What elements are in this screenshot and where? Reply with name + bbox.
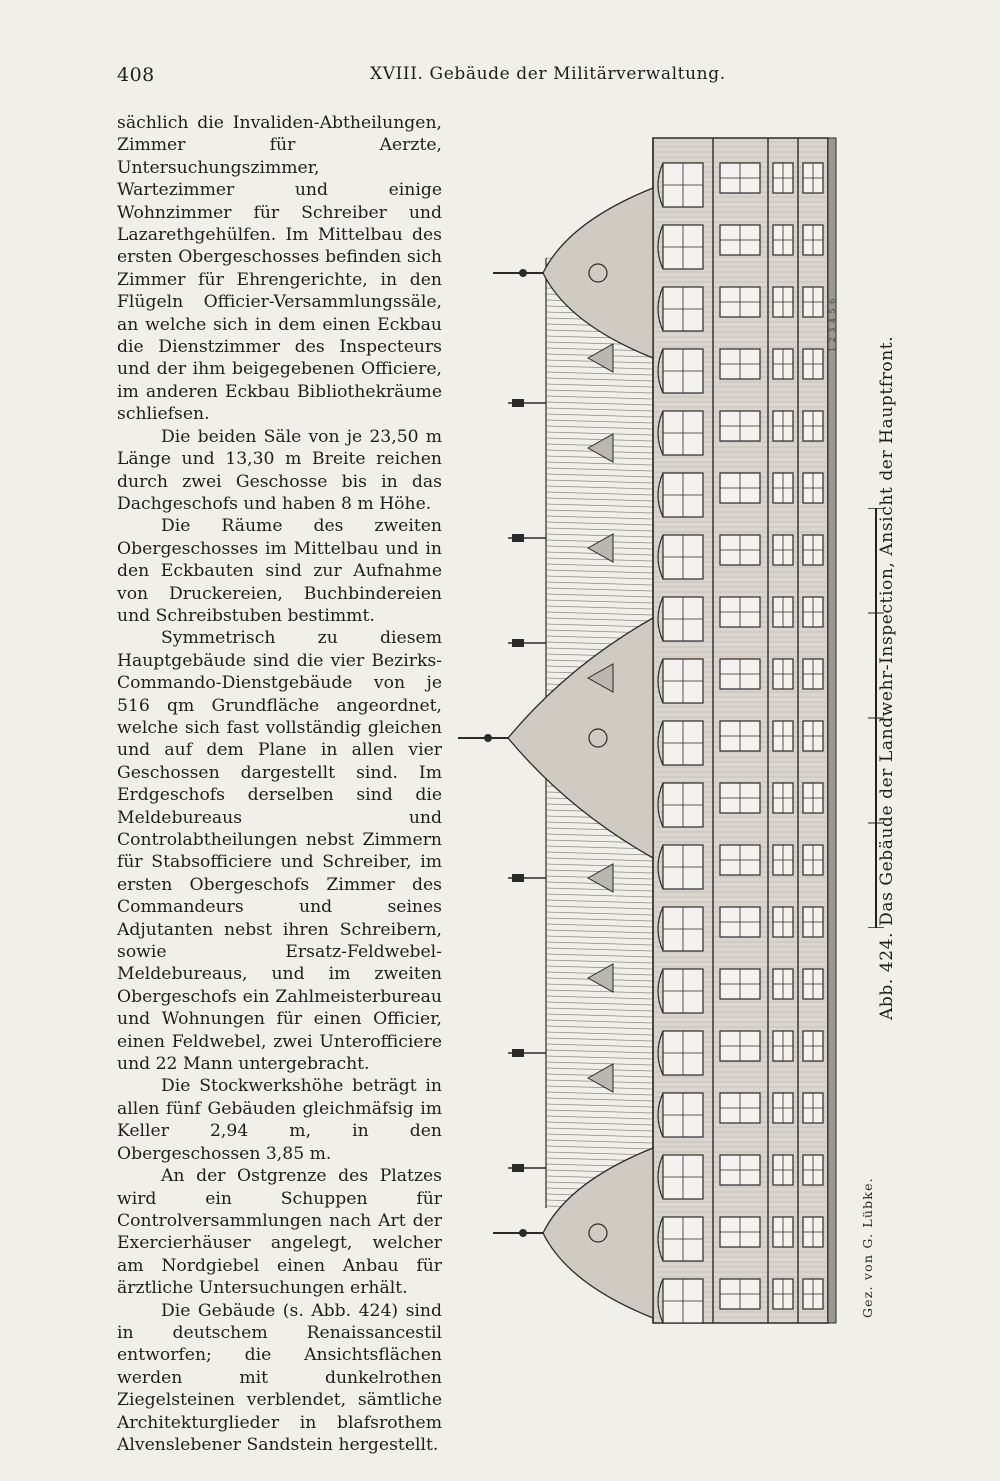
- roof-hatch-line: [546, 894, 653, 897]
- roof-hatch-line: [546, 1008, 653, 1011]
- paragraph-7: Die Gebäude (s. Abb. 424) sind in deutschem Renaissancestil entworfen; die Ansichtsflächen werden mit dunkelrothen Ziegelsteinen verblendet, sämtliche Architekturglieder in blafsrothem Alvenslebener Sandstein hergestellt.: [117, 1300, 442, 1455]
- roof-hatch-line: [546, 888, 653, 891]
- roof-hatch-line: [546, 924, 653, 927]
- roof-hatch-line: [546, 462, 653, 465]
- roof-hatch-line: [546, 372, 653, 375]
- roof-hatch-line: [546, 402, 653, 405]
- roof-hatch-line: [546, 900, 653, 903]
- roof-hatch-line: [546, 1068, 653, 1071]
- roof-hatch-line: [546, 918, 653, 921]
- roof-hatch-line: [546, 588, 653, 591]
- roof-hatch-line: [546, 480, 653, 483]
- gable-finial-knob: [519, 269, 527, 277]
- running-head: XVIII. Gebäude der Militärverwaltung.: [370, 64, 726, 84]
- roof-hatch-line: [546, 474, 653, 477]
- roof-hatch-line: [546, 1146, 653, 1149]
- roof-hatch-line: [546, 456, 653, 459]
- roof-hatch-line: [546, 504, 653, 507]
- roof-hatch-line: [546, 1134, 653, 1137]
- roof-hatch-line: [546, 1020, 653, 1023]
- figure-credit: Gez. von G. Lübke.: [860, 1177, 875, 1318]
- roof-hatch-line: [546, 498, 653, 501]
- roof-hatch-line: [546, 1032, 653, 1035]
- building-elevation-drawing: [448, 118, 843, 1328]
- roof-finial-cap: [512, 399, 524, 407]
- roof-hatch-line: [546, 1116, 653, 1119]
- roof-finial-cap: [512, 874, 524, 882]
- roof-hatch-line: [546, 624, 653, 627]
- roof-hatch-line: [546, 516, 653, 519]
- roof-hatch-line: [546, 864, 653, 867]
- roof-hatch-line: [546, 1086, 653, 1089]
- roof-hatch-line: [546, 408, 653, 411]
- roof-hatch-line: [546, 1062, 653, 1065]
- page-number: 408: [117, 64, 155, 86]
- roof-hatch-line: [546, 558, 653, 561]
- roof-finial-cap: [512, 639, 524, 647]
- roof-hatch-line: [546, 414, 653, 417]
- roof-hatch-line: [546, 486, 653, 489]
- gable: [508, 618, 653, 858]
- roof-hatch-line: [546, 438, 653, 441]
- roof-hatch-line: [546, 1122, 653, 1125]
- roof-hatch-line: [546, 594, 653, 597]
- scale-mark: 1 2 3 4 5 6: [828, 297, 837, 352]
- roof-hatch-line: [546, 618, 653, 621]
- paragraph-5: Die Stockwerkshöhe beträgt in allen fünf Gebäuden gleichmäfsig im Keller 2,94 m, in den Obergeschossen 3,85 m.: [117, 1076, 442, 1164]
- paragraph-4: Symmetrisch zu diesem Hauptgebäude sind die vier Bezirks-Commando-Dienstgebäude von je 516 qm Grundfläche angeordnet, welche sich fast vollständig gleichen und auf dem Plane in allen vier Geschossen dargestellt sind. Im Erdgeschofs derselben sind die Meldebureaus und Controlabtheilungen nebst Zimmern für Stabsofficiere und Schreiber, im ersten Obergeschofs Zimmer des Commandeurs und seines Adjutanten nebst ihren Schreibern, sowie Ersatz-Feldwebel-Meldebureaus, und im zweiten Obergeschofs ein Zahlmeisterbureau und Wohnungen für einen Officier, einen Feldwebel, zwei Unterofficiere und 22 Mann untergebracht.: [117, 628, 442, 1075]
- roof-hatch-line: [546, 378, 653, 381]
- roof-hatch-line: [546, 534, 653, 537]
- roof-hatch-line: [546, 912, 653, 915]
- roof-hatch-line: [546, 930, 653, 933]
- roof-hatch-line: [546, 576, 653, 579]
- roof-hatch-line: [546, 1002, 653, 1005]
- roof-hatch-line: [546, 990, 653, 993]
- figure-caption: Abb. 424. Das Gebäude der Landwehr-Inspection, Ansicht der Hauptfront.: [877, 335, 897, 1020]
- roof-finial-cap: [512, 534, 524, 542]
- roof-hatch-line: [546, 1056, 653, 1059]
- roof-hatch-line: [546, 858, 653, 861]
- roof-hatch-line: [546, 1050, 653, 1053]
- roof-hatch-line: [546, 510, 653, 513]
- building-elevation-figure: [448, 118, 843, 1328]
- paragraph-2: Die beiden Säle von je 23,50 m Länge und 13,30 m Breite reichen durch zwei Geschosse bis in das Dachgeschofs und haben 8 m Höhe.: [117, 426, 442, 514]
- roof-finial-cap: [512, 1049, 524, 1057]
- roof-hatch-line: [546, 1038, 653, 1041]
- roof-hatch-line: [546, 948, 653, 951]
- gable-finial-knob: [484, 734, 492, 742]
- body-text: [117, 112, 442, 1456]
- roof-hatch-line: [546, 1110, 653, 1113]
- roof-hatch-line: [546, 570, 653, 573]
- roof-hatch-line: [546, 426, 653, 429]
- roof-hatch-line: [546, 906, 653, 909]
- dormer: [588, 964, 613, 992]
- gable: [543, 188, 653, 358]
- roof-hatch-line: [546, 528, 653, 531]
- roof-hatch-line: [546, 1128, 653, 1131]
- dormer: [588, 864, 613, 892]
- roof-hatch-line: [546, 942, 653, 945]
- gable-finial-knob: [519, 1229, 527, 1237]
- paragraph-6: An der Ostgrenze des Platzes wird ein Schuppen für Controlversammlungen nach Art der Exercierhäuser angelegt, welcher am Nordgiebel einen Anbau für ärztliche Untersuchungen erhält.: [117, 1166, 442, 1299]
- roof-hatch-line: [546, 432, 653, 435]
- roof-hatch-line: [546, 606, 653, 609]
- roof-finial-cap: [512, 1164, 524, 1172]
- roof-hatch-line: [546, 1044, 653, 1047]
- roof-hatch-line: [546, 1026, 653, 1029]
- roof-hatch-line: [546, 1092, 653, 1095]
- gable: [543, 1148, 653, 1318]
- roof-hatch-line: [546, 954, 653, 957]
- roof-hatch-line: [546, 390, 653, 393]
- roof-hatch-line: [546, 1140, 653, 1143]
- roof-hatch-line: [546, 936, 653, 939]
- roof-hatch-line: [546, 468, 653, 471]
- roof-hatch-line: [546, 582, 653, 585]
- paragraph-1: sächlich die Invaliden-Abtheilungen, Zimmer für Aerzte, Untersuchungszimmer, Wartezimmer und einige Wohnzimmer für Schreiber und Lazarethgehülfen. Im Mittelbau des ersten Obergeschosses befinden sich Zimmer für Ehrengerichte, in den Flügeln Officier-Versammlungssäle, an welche sich in dem einen Eckbau die Dienstzimmer des Inspecteurs und der ihm beigegebenen Officiere, im anderen Eckbau Bibliothekräume schliefsen.: [117, 113, 442, 425]
- roof-hatch-line: [546, 966, 653, 969]
- roof-hatch-line: [546, 384, 653, 387]
- dormer: [588, 534, 613, 562]
- roof-hatch-line: [546, 996, 653, 999]
- roof-hatch-line: [546, 522, 653, 525]
- roof-hatch-line: [546, 600, 653, 603]
- roof-hatch-line: [546, 420, 653, 423]
- roof-hatch-line: [546, 492, 653, 495]
- roof-hatch-line: [546, 1098, 653, 1101]
- roof-hatch-line: [546, 960, 653, 963]
- roof-hatch-line: [546, 396, 653, 399]
- roof-hatch-line: [546, 1104, 653, 1107]
- paragraph-3: Die Räume des zweiten Obergeschosses im Mittelbau und in den Eckbauten sind zur Aufnahme von Druckereien, Buchbindereien und Schreibstuben bestimmt.: [117, 516, 442, 626]
- roof-hatch-line: [546, 366, 653, 369]
- roof-hatch-line: [546, 1014, 653, 1017]
- roof-hatch-line: [546, 564, 653, 567]
- roof-hatch-line: [546, 612, 653, 615]
- roof-hatch-line: [546, 852, 653, 855]
